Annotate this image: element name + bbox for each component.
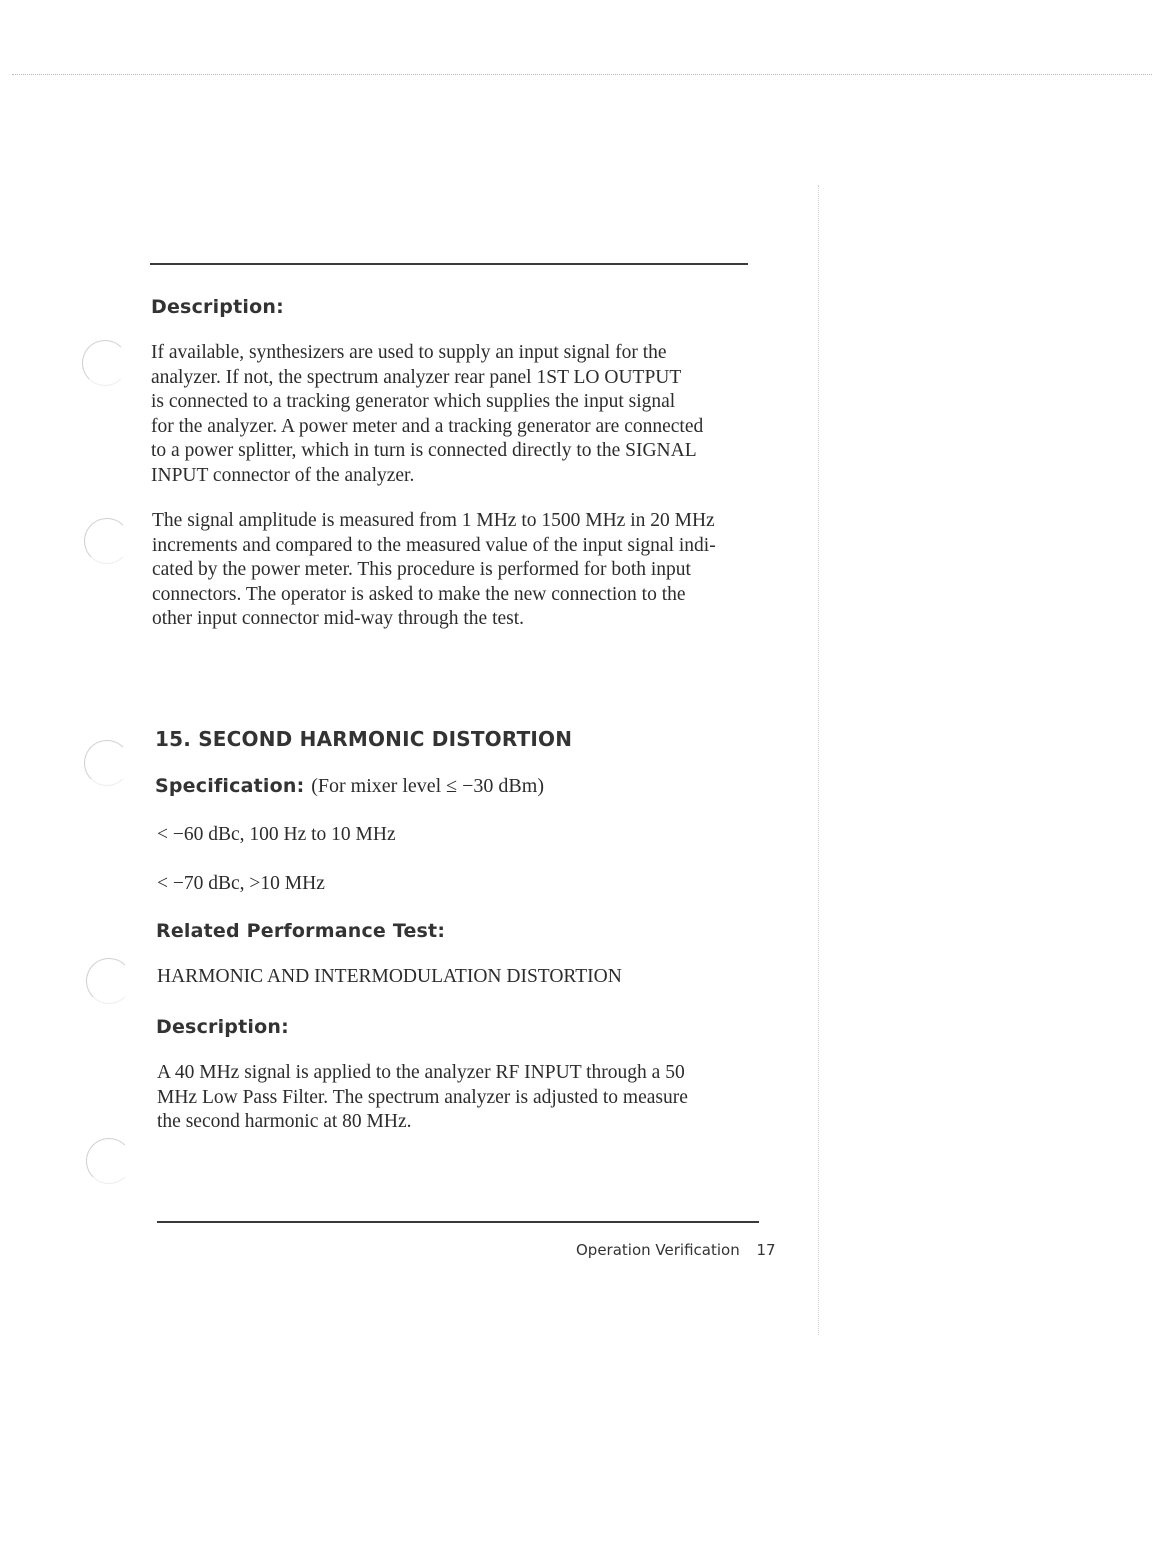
text-line: < −60 dBc, 100 Hz to 10 MHz xyxy=(157,824,396,845)
footer-section-name: Operation Verification xyxy=(576,1241,740,1259)
description-paragraph-1 xyxy=(151,341,703,488)
text-line: the second harmonic at 80 MHz. xyxy=(157,1111,412,1132)
text-line: to a power splitter, which in turn is connected directly to the SIGNAL xyxy=(151,440,697,461)
binder-hole-1 xyxy=(82,340,128,386)
description-paragraph-2 xyxy=(152,509,716,632)
text-line: < −70 dBc, >10 MHz xyxy=(157,873,325,894)
text-line: INPUT connector of the analyzer. xyxy=(151,464,415,486)
binder-hole-2 xyxy=(84,518,130,564)
bottom-rule xyxy=(157,1221,759,1223)
text-line: If available, synthesizers are used to supply an input signal for the xyxy=(151,342,667,363)
page-number: 17 xyxy=(756,1241,776,1259)
top-rule xyxy=(150,263,748,265)
related-test-heading: Related Performance Test: xyxy=(156,920,446,942)
text-line: connectors. The operator is asked to make the new connection to the xyxy=(152,583,686,605)
text-line: A 40 MHz signal is applied to the analyzer RF INPUT through a 50 xyxy=(157,1062,685,1083)
spec-value-2 xyxy=(157,872,325,897)
description-heading: Description: xyxy=(151,296,284,318)
binder-hole-4 xyxy=(86,958,132,1004)
specification-label: Specification: xyxy=(155,775,305,797)
description-paragraph-3 xyxy=(157,1061,688,1135)
text-line: increments and compared to the measured value of the input signal indi- xyxy=(152,534,716,556)
scan-edge-top xyxy=(12,74,1152,75)
binder-hole-5 xyxy=(86,1138,132,1184)
text-line: MHz Low Pass Filter. The spectrum analyzer is adjusted to measure xyxy=(157,1086,688,1108)
binder-hole-3 xyxy=(84,740,130,786)
text-line: other input connector mid-way through the test. xyxy=(152,608,525,629)
specification-line xyxy=(155,775,544,798)
text-line: cated by the power meter. This procedure is performed for both input xyxy=(152,559,691,580)
text-line: for the analyzer. A power meter and a tracking generator are connected xyxy=(151,415,704,437)
page-footer xyxy=(576,1241,776,1259)
scan-edge-right xyxy=(818,185,819,1335)
text-line: is connected to a tracking generator which supplies the input signal xyxy=(151,391,676,412)
description-heading-2: Description: xyxy=(156,1016,289,1038)
specification-condition: (For mixer level ≤ −30 dBm) xyxy=(311,775,544,797)
spec-value-1 xyxy=(157,823,396,848)
section-title: 15. SECOND HARMONIC DISTORTION xyxy=(155,727,573,751)
text-line: analyzer. If not, the spectrum analyzer rear panel 1ST LO OUTPUT xyxy=(151,366,682,388)
text-line: The signal amplitude is measured from 1 MHz to 1500 MHz in 20 MHz xyxy=(152,510,715,531)
related-test-name xyxy=(157,965,622,990)
text-line: HARMONIC AND INTERMODULATION DISTORTION xyxy=(157,966,622,987)
